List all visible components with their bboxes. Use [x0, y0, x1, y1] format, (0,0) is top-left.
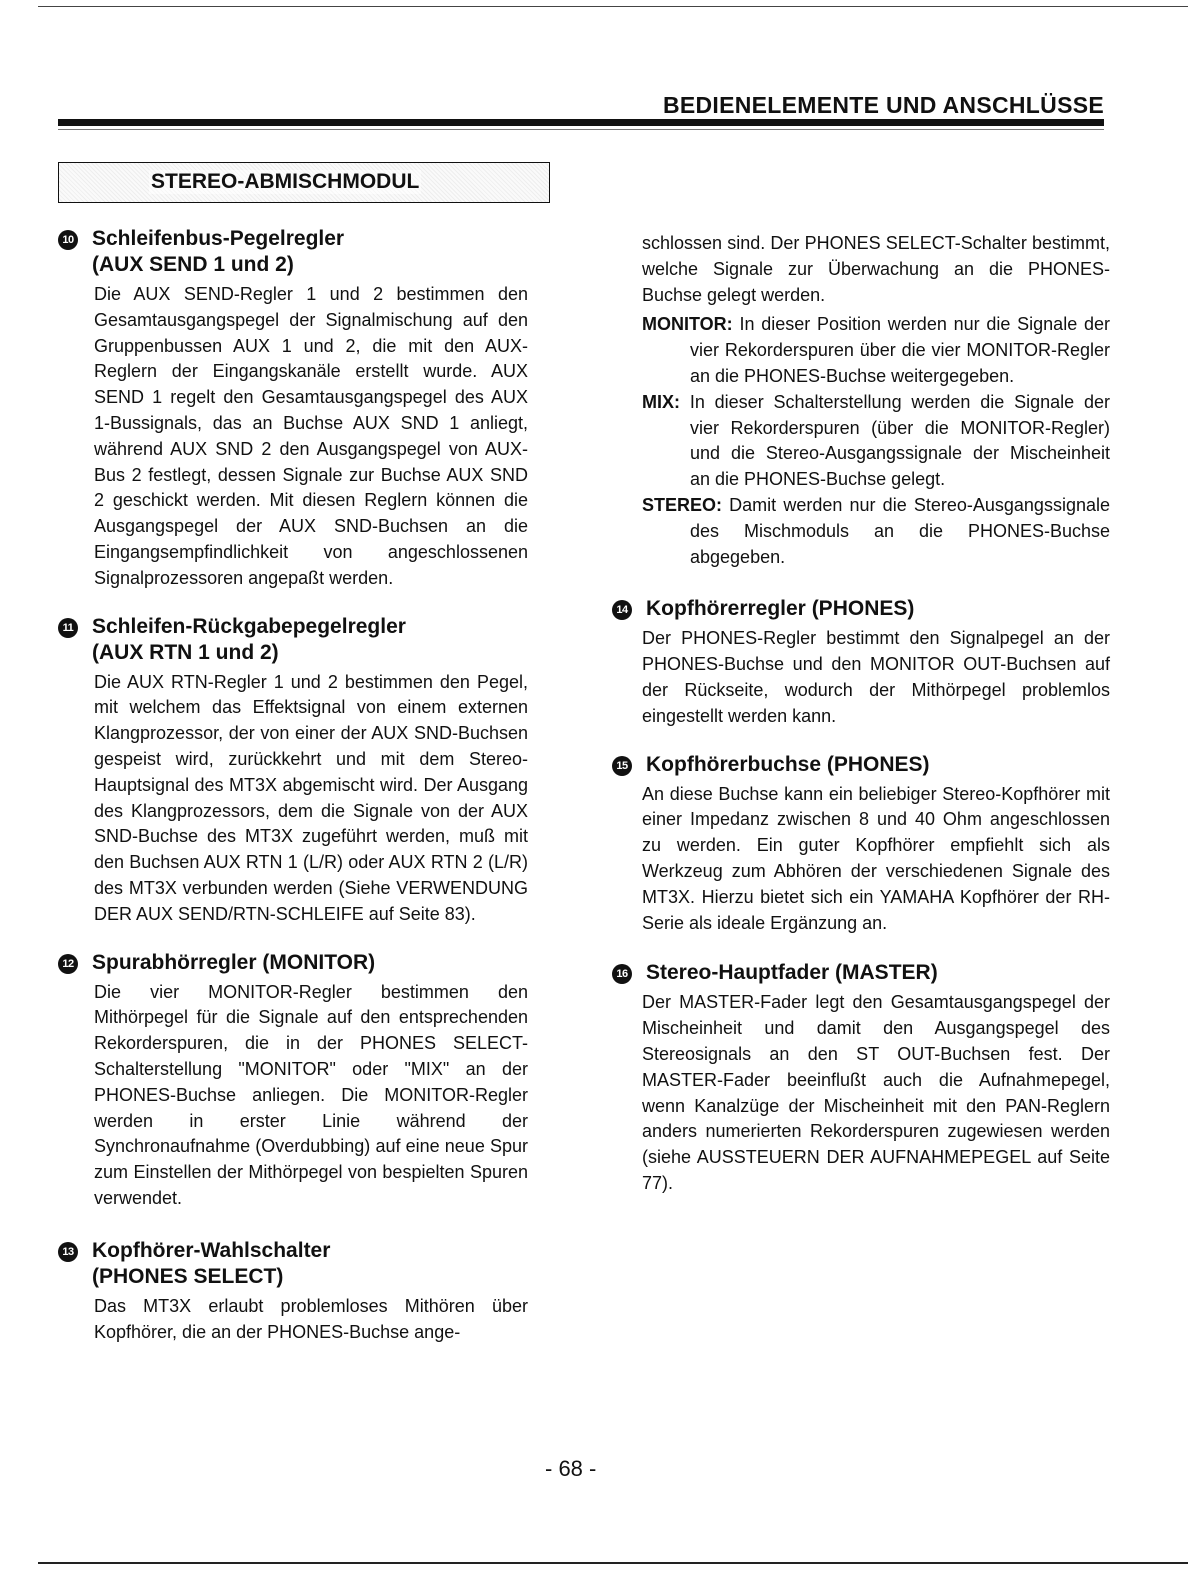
section-title-box — [58, 162, 550, 203]
page-number: - 68 - — [545, 1456, 597, 1481]
definition-term: MIX: — [642, 391, 680, 412]
item-heading — [92, 1238, 330, 1290]
item-number-badge: 11 — [58, 618, 78, 638]
item-heading: Stereo-Hauptfader (MASTER) — [646, 961, 938, 985]
definition-text: Damit werden nur die Stereo-Ausgangssignale des Mischmoduls an die PHONES-Buchse abgegeben. — [690, 494, 1110, 567]
item-number-badge: 13 — [58, 1242, 78, 1262]
definition-term: STEREO: — [642, 494, 723, 515]
definition-mix — [642, 390, 1110, 493]
item-body: Die AUX RTN-Regler 1 und 2 bestimmen den Pegel, mit welchem das Effektsignal von einem externen Klangprozessor, der von einer der AUX SND-Buchsen gespeist wird, zurückkehrt und mit dem Stereo-Hauptsignal des MT3X abgemischt wird. Der Ausgang des Klangprozessors, dem die Signale von der AUX SND-Buchse des MT3X zugeführt werden, muß mit den Buchsen AUX RTN 1 (L/R) oder AUX RTN 2 (L/R) des MT3X verbunden werden (Siehe VERWENDUNG DER AUX SEND/RTN-SCHLEIFE auf Seite 83). — [94, 671, 528, 924]
page-header-title: BEDIENELEMENTE UND ANSCHLÜSSE — [662, 92, 1104, 118]
definition-text: In dieser Position werden nur die Signale der vier Rekorderspuren über die vier MONITOR-Regler an die PHONES-Buchse weitergegeben. — [690, 314, 1110, 386]
item-heading-line: (AUX RTN 1 und 2) — [92, 640, 279, 664]
item-body: Der MASTER-Fader legt den Gesamtausgangspegel der Mischeinheit und damit den Ausgangspegel des Stereosignals an den ST OUT-Buchsen fest. Der MASTER-Fader beeinflußt auch die Aufnahmepegel, wenn Kanalzüge der Mischeinheit mit den PAN-Reglern anders numerierten Rekorderspuren zugewiesen werden (siehe AUSSTEUERN DER AUFNAHMEPEGEL auf Seite 77). — [642, 992, 1110, 1193]
top-border-line — [38, 6, 1188, 7]
item-heading-line: Schleifenbus-Pegelregler — [92, 227, 345, 250]
item-12 — [58, 950, 528, 1212]
item-10 — [58, 226, 528, 592]
item-16 — [612, 960, 1110, 1196]
item-heading: Kopfhörerbuchse (PHONES) — [646, 752, 930, 776]
bottom-border-line — [38, 1562, 1188, 1564]
item-number-badge: 12 — [58, 954, 78, 974]
item-number-badge: 15 — [612, 756, 632, 776]
item-13 — [58, 1238, 528, 1346]
item-heading-line: (PHONES SELECT) — [92, 1264, 284, 1288]
left-column — [58, 226, 528, 1369]
item-14 — [612, 596, 1110, 729]
right-column — [612, 231, 1110, 1221]
item-heading — [92, 226, 344, 278]
definition-term: MONITOR: — [642, 314, 733, 335]
item-heading: Kopfhörerregler (PHONES) — [646, 597, 915, 621]
item-heading-line: Spurabhörregler (MONITOR) — [92, 950, 376, 974]
header-rule-thin — [58, 129, 1104, 130]
item-heading — [92, 614, 406, 666]
item-body: An diese Buchse kann ein beliebiger Stereo-Kopfhörer mit einer Impedanz zwischen 8 und 40 Ohm angeschlossen zu werden. Ein guter Kopfhörer empfiehlt sich als Werkzeug zum Abhören der verschiedenen Signale des MT3X. Hierzu bietet sich ein YAMAHA Kopfhörer der RH-Serie als ideale Ergänzung an. — [642, 783, 1110, 933]
item-heading — [92, 950, 375, 976]
item-number-badge: 10 — [58, 230, 78, 250]
item-body: Die vier MONITOR-Regler bestimmen den Mithörpegel für die Signale auf den entsprechenden Rekorderspuren, die in der PHONES SELECT-Schalterstellung "MONITOR" oder "MIX" an der PHONES-Buchse anliegen. Die MONITOR-Regler werden in erster Linie während der Synchronaufnahme (Overdubbing) auf eine neue Spur zum Einstellen der Mithörpegel von bespielten Spuren verwendet. — [94, 981, 528, 1208]
definition-monitor — [642, 312, 1110, 389]
item-number-badge: 14 — [612, 600, 632, 620]
definition-stereo — [642, 493, 1110, 570]
definition-text: In dieser Schalterstellung werden die Signale der vier Rekorderspuren (über die MONITOR-Regler) und die Stereo-Ausgangssignale der Mischeinheit an die PHONES-Buchse gelegt. — [689, 391, 1110, 490]
header-rule — [58, 119, 1104, 126]
item-number-badge: 16 — [612, 964, 632, 984]
item-heading-line: Kopfhörer-Wahlschalter — [92, 1238, 331, 1262]
item-11 — [58, 614, 528, 928]
item-body: Die AUX SEND-Regler 1 und 2 bestimmen den Gesamtausgangspegel der Signalmischung auf den Gruppenbussen AUX 1 und 2, die mit den AUX-Reglern der Eingangskanäle erstellt wurde. AUX SEND 1 regelt den Gesamtausgangspegel des AUX 1-Bussignals, das an Buchse AUX SND 1 anliegt, während AUX SND 2 den Ausgangspegel von AUX-Bus 2 festlegt, dessen Signale zur Buchse AUX SND 2 geschickt werden. Mit diesen Reglern können die Ausgangspegel der AUX SND-Buchsen an die Eingangsempfindlichkeit von angeschlossenen Signalprozessoren angepaßt werden. — [94, 284, 528, 588]
continuation-text: schlossen sind. Der PHONES SELECT-Schalter bestimmt, welche Signale zur Überwachung an die PHONES-Buchse gelegt werden. — [642, 233, 1110, 305]
item-body: Das MT3X erlaubt problemloses Mithören über Kopfhörer, die an der PHONES-Buchse ange- — [94, 1295, 528, 1342]
item-15 — [612, 752, 1110, 937]
section-title: STEREO-ABMISCHMODUL — [151, 170, 420, 193]
item-heading-line: (AUX SEND 1 und 2) — [92, 253, 294, 276]
item-heading-line: Schleifen-Rückgabepegelregler — [92, 614, 406, 638]
item-body: Der PHONES-Regler bestimmt den Signalpegel an der PHONES-Buchse und den MONITOR OUT-Buchsen auf der Rückseite, wodurch der Mithörpegel problemlos eingestellt werden kann. — [642, 628, 1110, 726]
